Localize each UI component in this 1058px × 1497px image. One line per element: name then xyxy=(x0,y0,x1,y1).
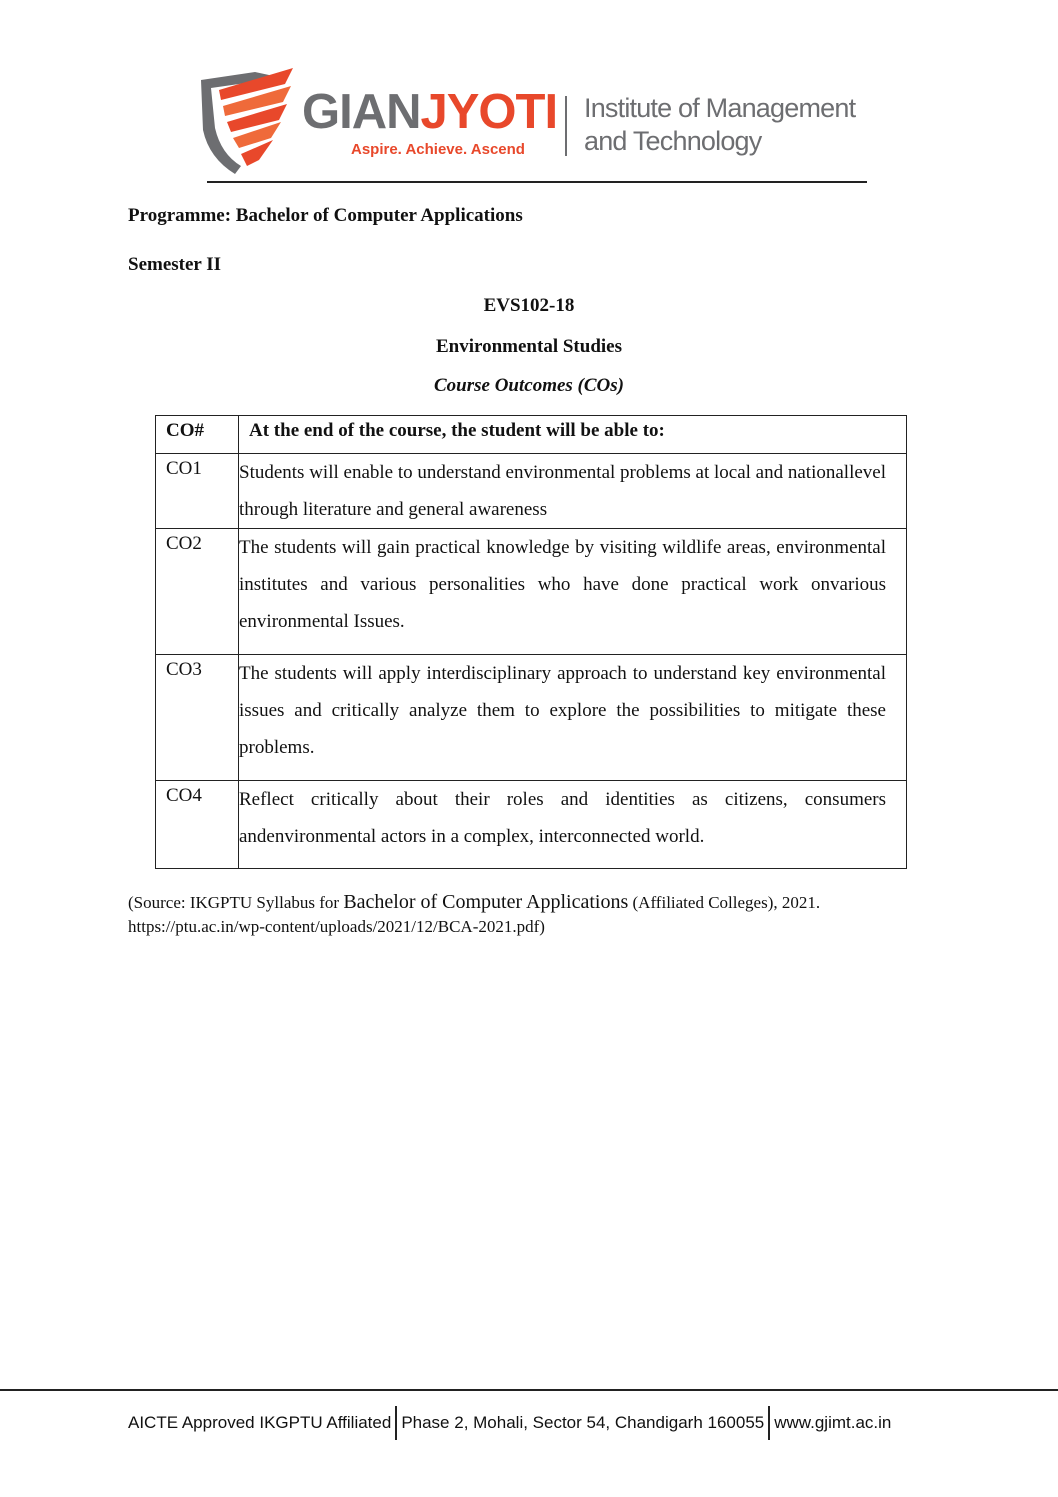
table-row xyxy=(156,781,907,869)
course-outcomes-table xyxy=(155,415,907,869)
source-programme: Bachelor of Computer Applications xyxy=(343,891,629,913)
footer-divider xyxy=(395,1406,397,1440)
course-outcomes-heading: Course Outcomes (COs) xyxy=(433,375,624,396)
course-code: EVS102-18 xyxy=(483,295,575,316)
brand-name-part1: GIAN xyxy=(302,85,421,139)
table-row xyxy=(156,529,907,655)
co-description-cell: Reflect critically about their roles and identities as citizens, consumers andenvironmental actors in a complex, interconnected world. xyxy=(239,781,907,869)
source-suffix: (Affiliated Colleges), 2021. xyxy=(628,893,821,912)
table-row xyxy=(156,655,907,781)
footer-approval: AICTE Approved IKGPTU Affiliated xyxy=(128,1413,392,1432)
header-rule xyxy=(207,181,867,183)
co-description-cell: The students will apply interdisciplinary approach to understand key environmental issues and critically analyze them to explore the possibilities to mitigate these problems. xyxy=(239,655,907,781)
brand-tagline: Aspire. Achieve. Ascend xyxy=(351,141,525,158)
brand-name-part2: JYOTI xyxy=(420,85,558,139)
co-id-cell: CO1 xyxy=(156,454,239,529)
brand-divider xyxy=(565,96,567,156)
source-citation xyxy=(128,890,933,939)
institute-name-line2: and Technology xyxy=(584,126,762,156)
semester-line: Semester II xyxy=(128,254,222,275)
co-description-cell: The students will gain practical knowledge by visiting wildlife areas, environmental institutes and various personalities who have done practical work onvarious environmental Issues. xyxy=(239,529,907,655)
institute-name xyxy=(584,92,855,158)
course-title: Environmental Studies xyxy=(436,336,622,357)
brand-name xyxy=(302,85,558,139)
table-row xyxy=(156,454,907,529)
source-url: https://ptu.ac.in/wp-content/uploads/2021/12/BCA-2021.pdf) xyxy=(128,917,545,936)
footer-website: www.gjimt.ac.in xyxy=(774,1413,892,1432)
co-id-cell: CO2 xyxy=(156,529,239,655)
table-header-row xyxy=(156,416,907,454)
co-id-cell: CO4 xyxy=(156,781,239,869)
table-header-description: At the end of the course, the student will be able to: xyxy=(239,416,907,454)
footer-address: Phase 2, Mohali, Sector 54, Chandigarh 160055 xyxy=(401,1413,765,1432)
gianjyoti-shield-logo-icon xyxy=(195,66,299,178)
co-description-cell: Students will enable to understand environmental problems at local and nationallevel through literature and general awareness xyxy=(239,454,907,529)
programme-line: Programme: Bachelor of Computer Applications xyxy=(128,205,523,226)
co-id-cell: CO3 xyxy=(156,655,239,781)
footer-rule xyxy=(0,1389,1058,1391)
table-header-co: CO# xyxy=(156,416,239,454)
page-footer xyxy=(128,1406,891,1440)
institute-name-line1: Institute of Management xyxy=(584,93,856,123)
footer-divider xyxy=(768,1406,770,1440)
source-prefix: (Source: IKGPTU Syllabus for xyxy=(128,893,344,912)
